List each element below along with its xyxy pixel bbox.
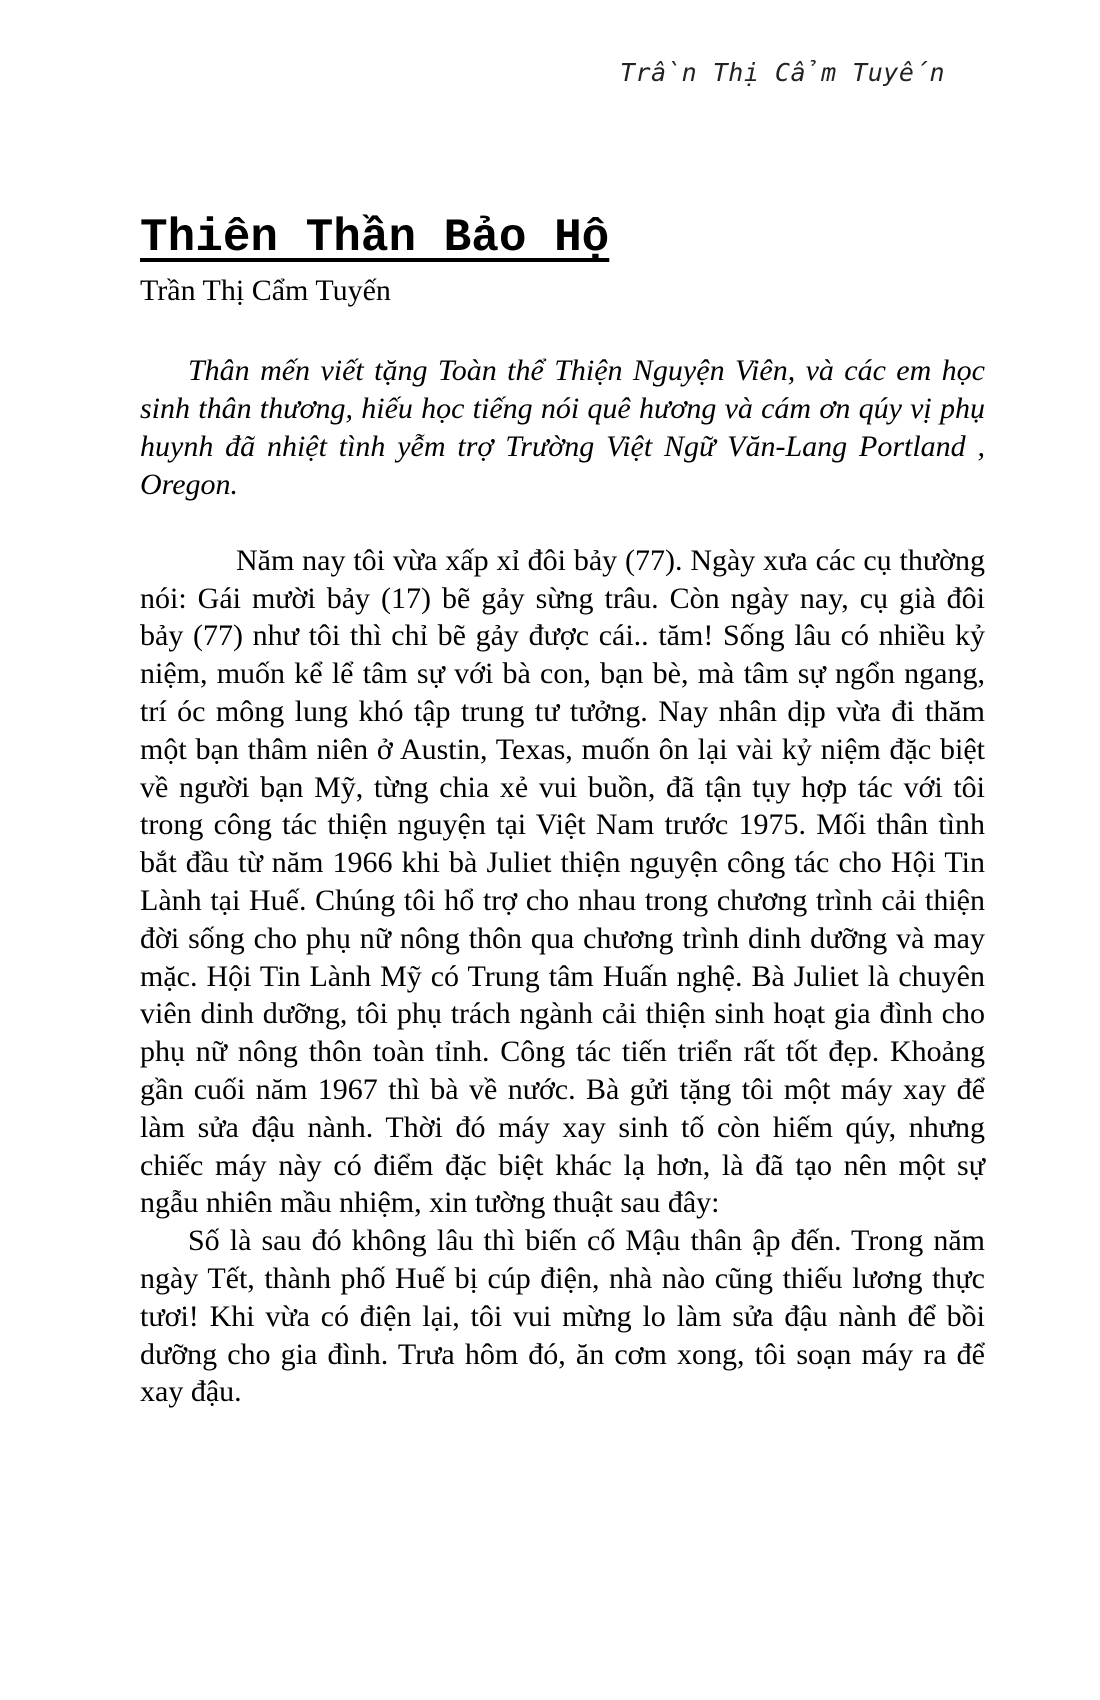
body-paragraph: Năm nay tôi vừa xấp xỉ đôi bảy (77). Ngày xưa các cụ thường nói: Gái mười bảy (17) bẽ gảy sừng trâu. Còn ngày nay, cụ già đôi bảy (77) như tôi thì chỉ bẽ gảy được cái.. tăm! Sống lâu có nhiều kỷ niệm, muốn kể lể tâm sự với bà con, bạn bè, mà tâm sự ngổn ngang, trí óc mông lung khó tập trung tư tưởng. Nay nhân dịp vừa đi thăm một bạn thâm niên ở Austin, Texas, muốn ôn lại vài kỷ niệm đặc biệt về người bạn Mỹ, từng chia xẻ vui buồn, đã tận tụy hợp tác với tôi trong công tác thiện nguyện tại Việt Nam trước 1975. Mối thân tình bắt đầu từ năm 1966 khi bà Juliet thiện nguyện công tác cho Hội Tin Lành tại Huế. Chúng tôi hổ trợ cho nhau trong chương trình cải thiện đời sống cho phụ nữ nông thôn qua chương trình dinh dưỡng và may mặc. Hội Tin Lành Mỹ có Trung tâm Huấn nghệ. Bà Juliet là chuyên viên dinh dưỡng, tôi phụ trách ngành cải thiện sinh hoạt gia đình cho phụ nữ nông thôn toàn tỉnh. Công tác tiến triển rất tốt đẹp. Khoảng gần cuối năm 1967 thì bà về nước. Bà gửi tặng tôi một máy xay để làm sửa đậu nành. Thời đó máy xay sinh tố còn hiếm qúy, nhưng chiếc máy này có điểm đặc biệt khác lạ hơn, là đã tạo nên một sự ngẫu nhiên mầu nhiệm, xin tường thuật sau đây:	[140, 543, 985, 1220]
running-header: Trần Thị Cẩm Tuyến	[619, 58, 945, 87]
article	[140, 212, 985, 1411]
article-author: Trần Thị Cẩm Tuyến	[140, 273, 391, 307]
dedication: Thân mến viết tặng Toàn thể Thiện Nguyện Viên, và các em học sinh thân thương, hiếu học tiếng nói quê hương và cám ơn qúy vị phụ huynh đã nhiệt tình yễm trợ Trường Việt Ngữ Văn-Lang Portland , Oregon.	[140, 353, 985, 501]
body-paragraph: Số là sau đó không lâu thì biến cố Mậu thân ập đến. Trong năm ngày Tết, thành phố Huế bị cúp điện, nhà nào cũng thiếu lương thực tươi! Khi vừa có điện lại, tôi vui mừng lo làm sửa đậu nành để bồi dưỡng cho gia đình. Trưa hôm đó, ăn cơm xong, tôi soạn máy ra để xay đậu.	[140, 1224, 985, 1409]
article-title: Thiên Thần Bảo Hộ	[140, 212, 610, 264]
